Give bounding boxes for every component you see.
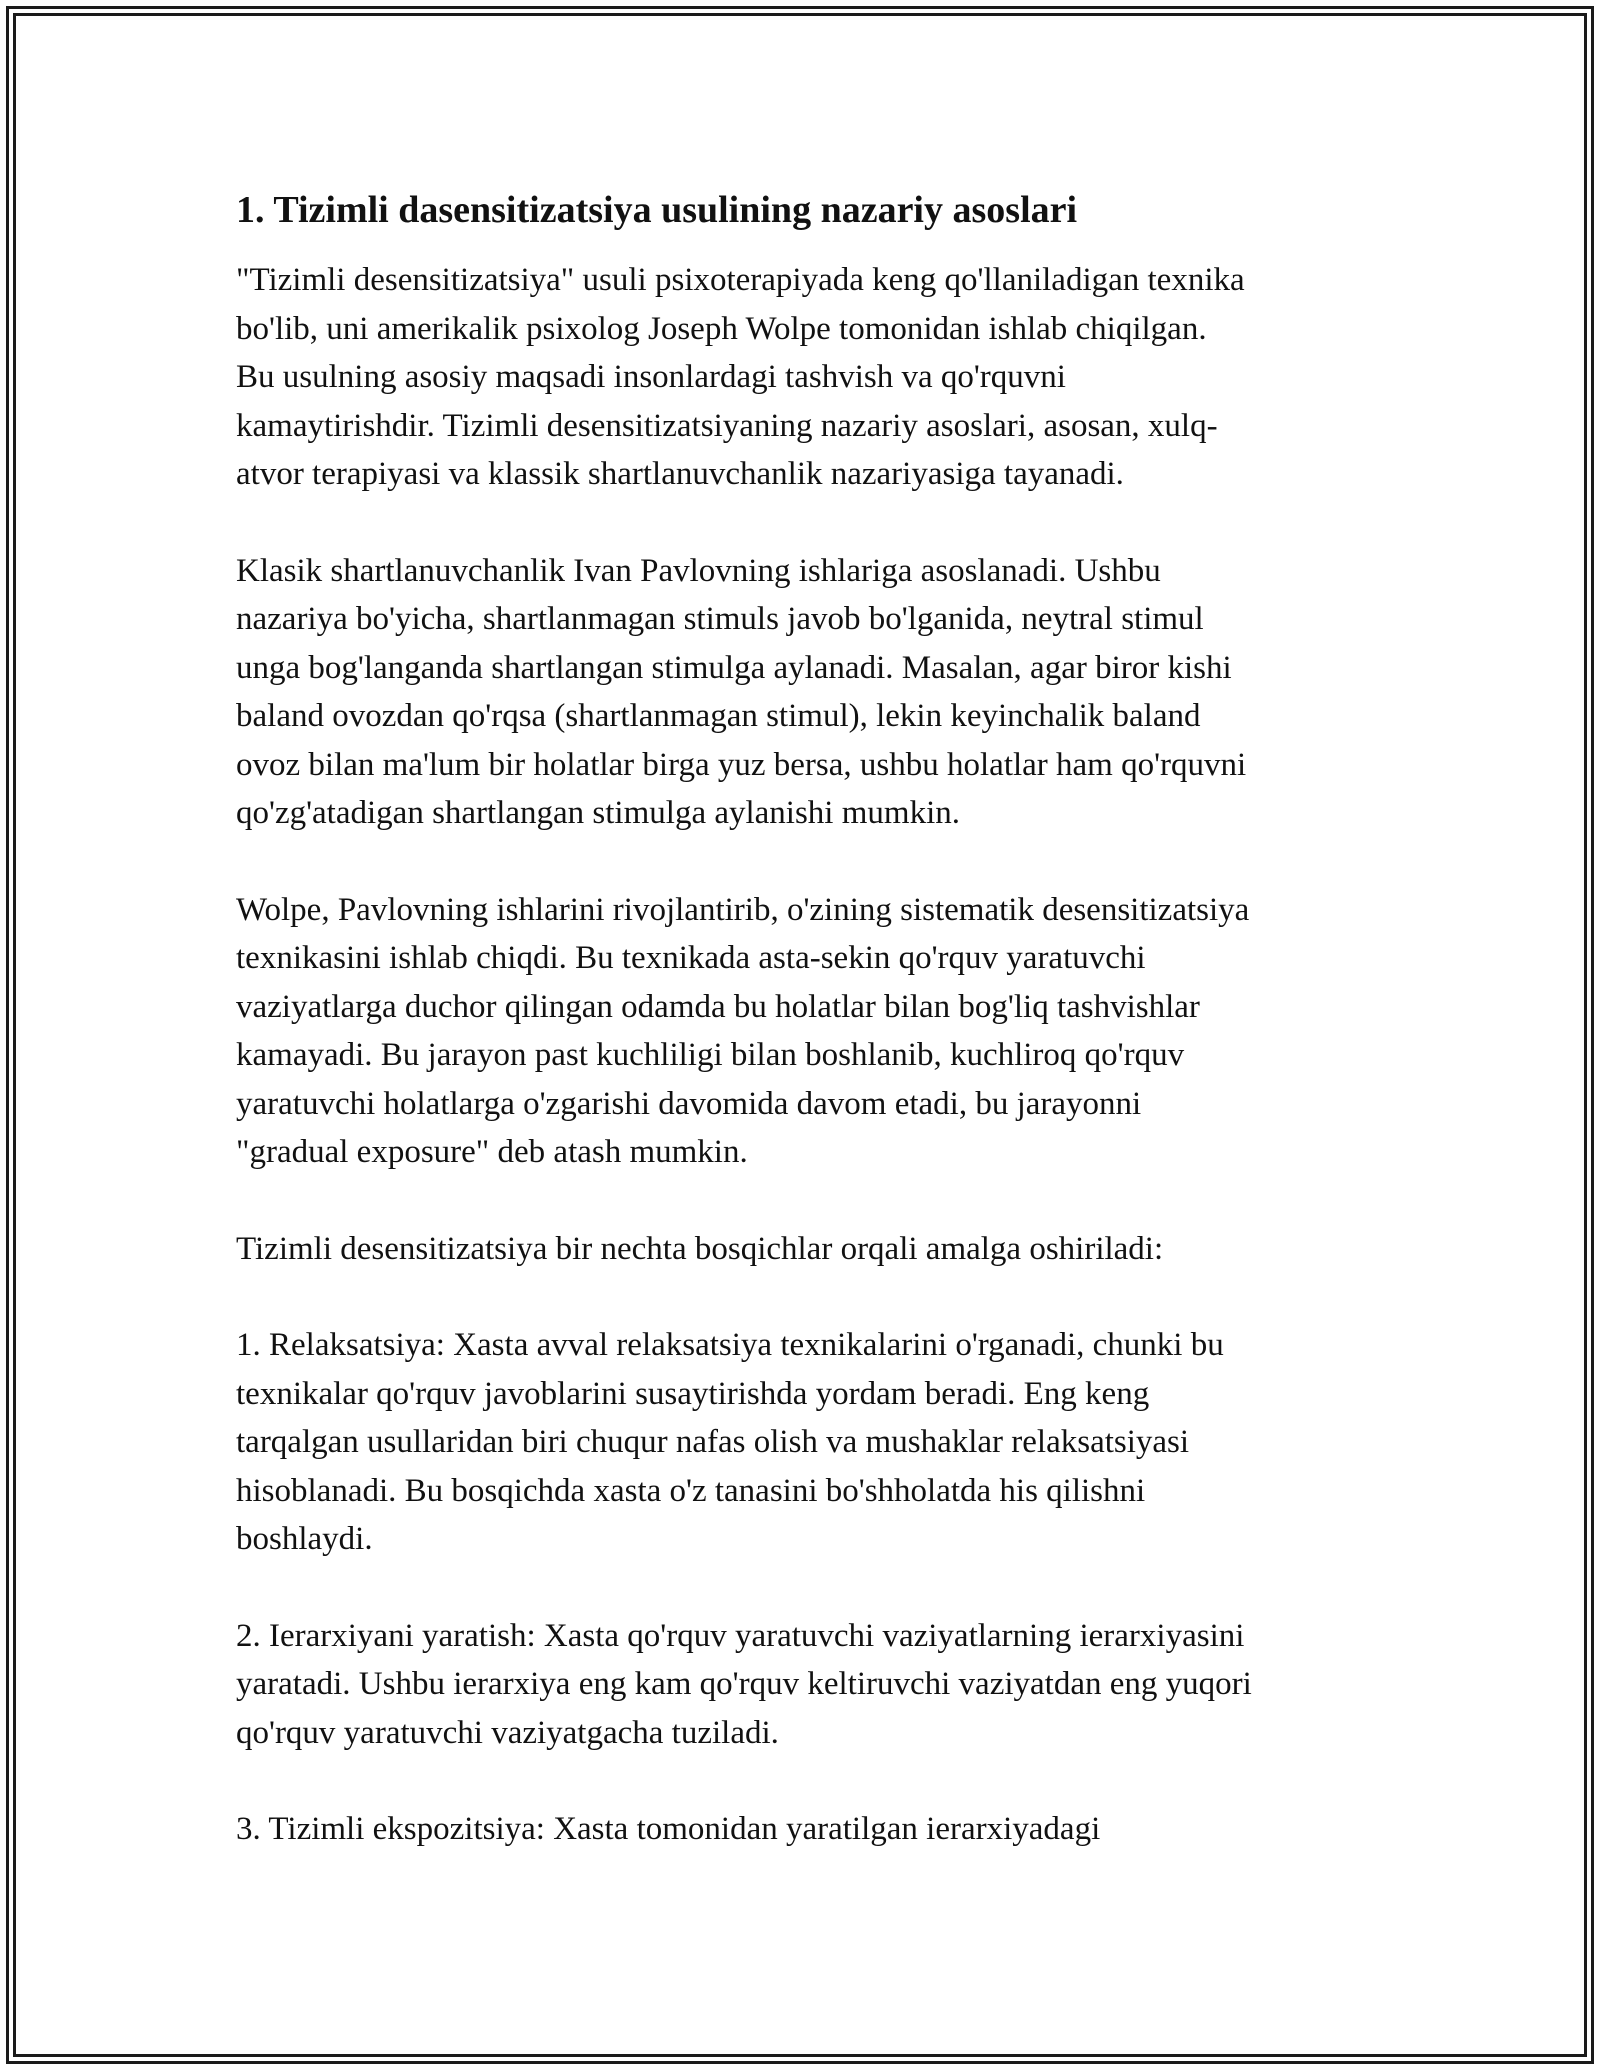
text-line: yaratuvchi holatlarga o'zgarishi davomida davom etadi, bu jarayonni (236, 1085, 1142, 1122)
document-body (236, 186, 1386, 1902)
text-line: texnikasini ishlab chiqdi. Bu texnikada asta-sekin qo'rquv yaratuvchi (236, 940, 1146, 976)
text-line: kamaytirishdir. Tizimli desensitizatsiyaning nazariy asoslari, asosan, xulq- (236, 407, 1218, 444)
text-line: Wolpe, Pavlovning ishlarini rivojlantirib, o'zining sistematik desensitizatsiya (236, 891, 1250, 928)
text-line: nazariya bo'yicha, shartlanmagan stimuls javob bo'lganida, neytral stimul (236, 601, 1204, 637)
text-line: 2. Ierarxiyani yaratish: Xasta qo'rquv yaratuvchi vaziyatlarning ierarxiyasini (236, 1617, 1245, 1654)
list-item-exposure (236, 1805, 1386, 1854)
text-line: tarqalgan usullaridan biri chuqur nafas olish va mushaklar relaksatsiyasi (236, 1424, 1190, 1460)
paragraph-classical-conditioning (236, 547, 1386, 838)
text-line: baland ovozdan qo'rqsa (shartlanmagan stimul), lekin keyinchalik baland (236, 698, 1201, 734)
text-line: 3. Tizimli ekspozitsiya: Xasta tomonidan yaratilgan ierarxiyadagi (236, 1811, 1101, 1847)
text-line: unga bog'langanda shartlangan stimulga aylanadi. Masalan, agar biror kishi (236, 649, 1232, 686)
list-item-hierarchy (236, 1612, 1386, 1758)
paragraph-intro (236, 256, 1386, 499)
text-line: Tizimli desensitizatsiya bir nechta bosqichlar orqali amalga oshiriladi: (236, 1230, 1164, 1267)
text-line: kamayadi. Bu jarayon past kuchliligi bilan boshlanib, kuchliroq qo'rquv (236, 1037, 1185, 1073)
text-line: atvor terapiyasi va klassik shartlanuvchanlik nazariyasiga tayanadi. (236, 456, 1124, 492)
text-line: qo'rquv yaratuvchi vaziyatgacha tuziladi. (236, 1714, 779, 1751)
paragraph-wolpe (236, 886, 1386, 1177)
text-line: vaziyatlarga duchor qilingan odamda bu holatlar bilan bog'liq tashvishlar (236, 988, 1200, 1025)
text-line: ovoz bilan ma'lum bir holatlar birga yuz bersa, ushbu holatlar ham qo'rquvni (236, 746, 1247, 783)
paragraph-stages-intro (236, 1225, 1386, 1274)
text-line: "Tizimli desensitizatsiya" usuli psixoterapiyada keng qo'llaniladigan texnika (236, 262, 1245, 298)
text-line: Bu usulning asosiy maqsadi insonlardagi tashvish va qo'rquvni (236, 359, 1066, 395)
text-line: Klasik shartlanuvchanlik Ivan Pavlovning ishlariga asoslanadi. Ushbu (236, 552, 1161, 589)
text-line: 1. Relaksatsiya: Xasta avval relaksatsiya texnikalarini o'rganadi, chunki bu (236, 1327, 1224, 1363)
text-line: texnikalar qo'rquv javoblarini susaytirishda yordam beradi. Eng keng (236, 1375, 1150, 1412)
section-heading: 1. Tizimli dasensitizatsiya usulining nazariy asoslari (236, 189, 1078, 231)
list-item-relaxation (236, 1321, 1386, 1564)
text-line: boshlaydi. (236, 1521, 373, 1557)
text-line: "gradual exposure" deb atash mumkin. (236, 1134, 748, 1170)
text-line: qo'zg'atadigan shartlangan stimulga aylanishi mumkin. (236, 795, 960, 831)
text-line: bo'lib, uni amerikalik psixolog Joseph Wolpe tomonidan ishlab chiqilgan. (236, 310, 1207, 347)
text-line: hisoblanadi. Bu bosqichda xasta o'z tanasini bo'shholatda his qilishni (236, 1472, 1146, 1509)
text-line: yaratadi. Ushbu ierarxiya eng kam qo'rquv keltiruvchi vaziyatdan eng yuqori (236, 1666, 1252, 1702)
